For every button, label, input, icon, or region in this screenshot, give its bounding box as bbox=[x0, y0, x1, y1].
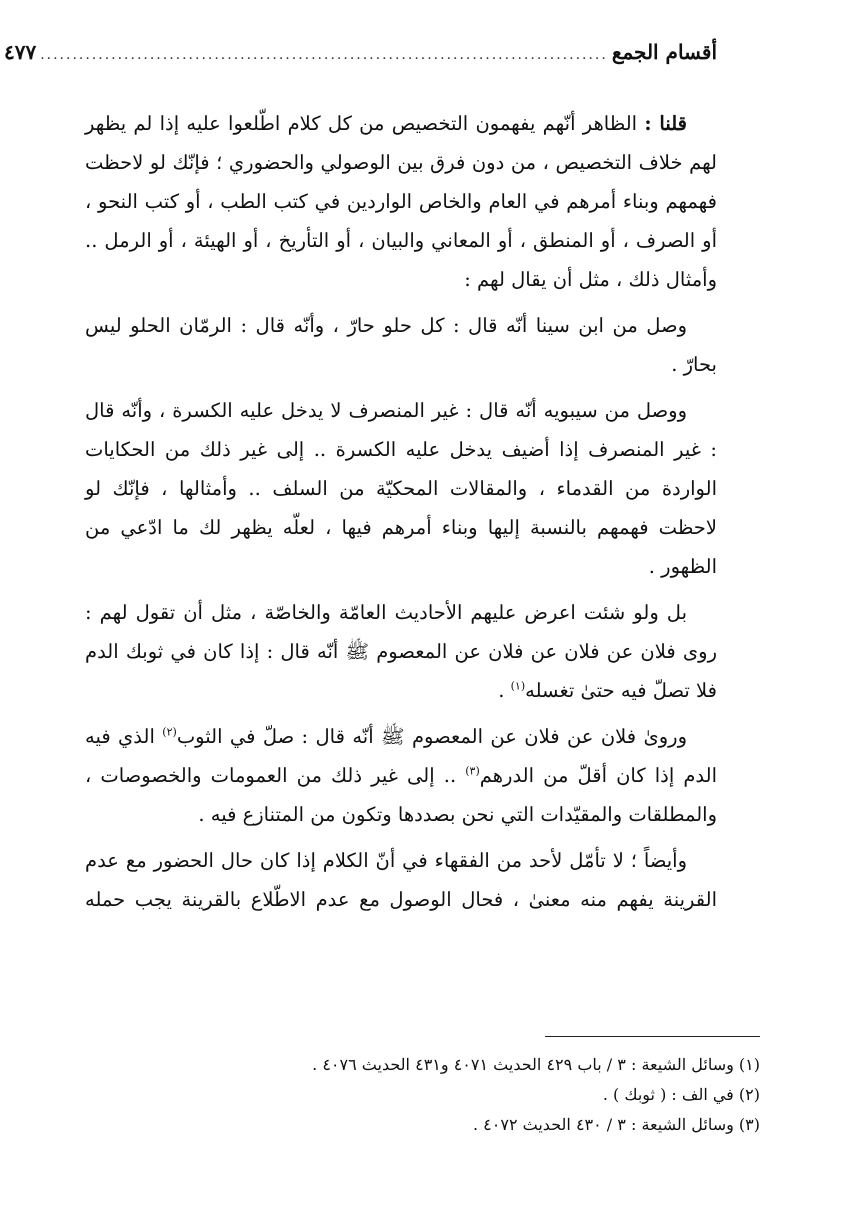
paragraph-5 bbox=[85, 717, 717, 834]
chapter-title: أقسام الجمع bbox=[611, 40, 717, 64]
main-text bbox=[85, 104, 717, 926]
paragraph-1 bbox=[85, 104, 717, 299]
header-leader-dots: ........................................................................................ bbox=[40, 47, 608, 63]
footnote-ref-2[interactable]: (٢) bbox=[162, 725, 177, 739]
paragraph-4-tail: . bbox=[498, 679, 511, 702]
paragraph-2-text: وصل من ابن سينا أنّه قال : كل حلو حارّ ، وأنّه قال : الرمّان الحلو ليس بحارّ . bbox=[85, 314, 717, 376]
footnote-ref-3[interactable]: (٣) bbox=[465, 764, 480, 778]
footnotes bbox=[85, 1050, 760, 1140]
paragraph-6-text: وأيضاً ؛ لا تأمّل لأحد من الفقهاء في أنّ الكلام إذا كان حال الحضور مع عدم القرينة يفهم منه معنىٰ ، فحال الوصول مع عدم الاطّلاع بالقرينة يجب حمله bbox=[85, 849, 717, 911]
paragraph-1-text: الظاهر أنّهم يفهمون التخصيص من كل كلام اطّلعوا عليه إذا لم يظهر لهم خلاف التخصيص ، من دون فرق بين الوصولي والحضوري ؛ فإنّك لو لاحظت فهمهم وبناء أمرهم في العام والخاص الواردين في كتب الطب ، أو كتب النحو ، أو الصرف ، أو المنطق ، أو المعاني والبيان ، أو التأريخ ، أو الهيئة ، أو الرمل .. وأمثال ذلك ، مثل أن يقال لهم : bbox=[85, 112, 717, 291]
running-header bbox=[3, 40, 717, 76]
paragraph-4-text: بل ولو شئت اعرض عليهم الأحاديث العامّة والخاصّة ، مثل أن تقول لهم : روى فلان عن فلان عن فلان عن المعصوم ﷺ أنّه قال : إذا كان في ثوبك الدم فلا تصلّ فيه حتىٰ تغسله bbox=[85, 601, 717, 702]
paragraph-1-lead: قلنا : bbox=[644, 112, 687, 135]
paragraph-5-text-c: .. إلى غير ذلك من العمومات والخصوصات ، والمطلقات والمقيّدات التي نحن بصددها وتكون من المتنازع فيه . bbox=[85, 764, 717, 826]
footnote-3: (٣) وسائل الشيعة : ٣ / ٤٣٠ الحديث ٤٠٧٢ . bbox=[473, 1115, 760, 1134]
footnote-separator bbox=[545, 1036, 760, 1037]
footnote-ref-1[interactable]: (١) bbox=[510, 679, 526, 693]
paragraph-5-text-b: الذي فيه الدم إذا كان أقلّ من الدرهم bbox=[85, 725, 717, 787]
paragraph-4 bbox=[85, 593, 717, 710]
paragraph-3 bbox=[85, 391, 717, 586]
page-number: ٤٧٧ bbox=[3, 40, 37, 64]
paragraph-3-text: ووصل من سيبويه أنّه قال : غير المنصرف لا يدخل عليه الكسرة ، وأنّه قال : غير المنصرف إذا أضيف يدخل عليه الكسرة .. إلى غير ذلك من الحكايات الواردة من القدماء ، والمقالات المحكيّة من السلف .. وأمثالها ، فإنّك لو لاحظت فهمهم بالنسبة إليها وبناء أمرهم فيها ، لعلّه يظهر لك ما ادّعي من الظهور . bbox=[85, 399, 717, 578]
paragraph-6 bbox=[85, 841, 717, 919]
footnote-1: (١) وسائل الشيعة : ٣ / باب ٤٢٩ الحديث ٤٠٧١ و٤٣١ الحديث ٤٠٧٦ . bbox=[312, 1055, 760, 1074]
paragraph-5-text-a: وروىٰ فلان عن فلان عن المعصوم ﷺ أنّه قال : صلّ في الثوب bbox=[176, 725, 687, 748]
paragraph-2 bbox=[85, 306, 717, 384]
footnote-2: (٢) في الف : ( ثوبك ) . bbox=[602, 1085, 760, 1104]
